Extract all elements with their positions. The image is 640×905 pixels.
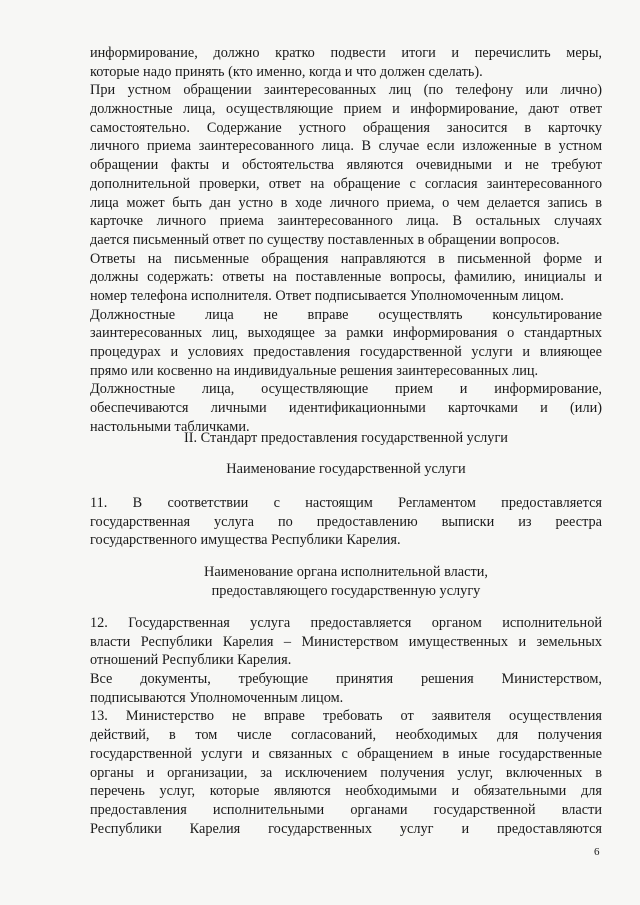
text-line: Республики Карелия государственных услуг и предоставляются (90, 820, 602, 837)
text-line: должностные лица, осуществляющие прием и информирование, дают ответ (90, 101, 602, 118)
text-line: процедурах и условиях предоставления государственной услуги и влияющее (90, 344, 602, 360)
text-block-top (90, 44, 602, 436)
text-line: заинтересованных лиц, выходящее за рамки информирования о стандартных (90, 325, 602, 342)
text-line: При устном обращении заинтересованных лиц (по телефону или лично) (90, 82, 602, 99)
subtitle-authority-line-1: Наименование органа исполнительной власти, (204, 564, 488, 580)
text-line: отношений Республики Карелия. (90, 652, 292, 669)
text-line: обращении факты и обстоятельства являются очевидными и не требуют (90, 157, 602, 174)
text-line: номер телефона исполнителя. Ответ подписывается Уполномоченным лицом. (90, 287, 564, 304)
text-line: самостоятельно. Содержание устного обращения заносится в карточку (90, 119, 602, 136)
text-line: 11. В соответствии с настоящим Регламентом предоставляется (90, 495, 602, 511)
subtitle-authority-line-2: предоставляющего государственную услугу (211, 583, 481, 599)
text-line: подписываются Уполномоченным лицом. (90, 689, 344, 706)
section-title: II. Стандарт предоставления государственной услуги (184, 430, 508, 446)
text-line: личного приема заинтересованного лица. В случае если изложенные в устном (90, 138, 602, 155)
text-line: перечень услуг, которые являются необходимыми и обязательными для (90, 783, 602, 800)
text-line: действий, в том числе согласований, необходимых для получения (90, 727, 602, 744)
text-block-paragraph-11 (90, 494, 602, 550)
subtitle-service-name: Наименование государственной услуги (226, 461, 466, 477)
text-line: Должностные лица, осуществляющие прием и информирование, (90, 381, 602, 398)
text-line: должны содержать: ответы на поставленные вопросы, фамилию, инициалы и (90, 269, 602, 286)
page-number: 6 (594, 846, 600, 858)
text-line: Все документы, требующие принятия решения Министерством, (90, 671, 602, 688)
text-line: государственного имущества Республики Карелия. (90, 532, 401, 549)
text-line: государственной услуги и связанных с обращением в иные государственные (90, 745, 602, 762)
text-line: карточке личного приема заинтересованного лица. В остальных случаях (90, 213, 602, 230)
text-line: Ответы на письменные обращения направляются в письменной форме и (90, 250, 602, 267)
text-line: дается письменный ответ по существу поставленных в обращении вопросов. (90, 231, 560, 248)
text-line: прямо или косвенно на индивидуальные решения заинтересованных лиц. (90, 362, 539, 379)
text-line: 12. Государственная услуга предоставляется органом исполнительной (90, 615, 602, 631)
text-line: информирование, должно кратко подвести итоги и перечислить меры, (90, 45, 602, 61)
text-line: предоставления исполнительными органами государственной власти (90, 801, 602, 818)
text-line: дополнительной проверки, ответ на обращение с согласия заинтересованного (90, 175, 602, 192)
text-line: обеспечиваются личными идентификационными карточками и (или) (90, 400, 602, 417)
text-line: лица может быть дан устно в ходе личного приема, о чем делается запись в (90, 194, 602, 211)
text-line: власти Республики Карелия – Министерством имущественных и земельных (90, 633, 602, 650)
text-line: 13. Министерство не вправе требовать от заявителя осуществления (90, 708, 602, 725)
text-block-paragraphs-12-13 (90, 614, 602, 838)
text-line: органы и организации, за исключением получения услуг, включенных в (90, 764, 602, 781)
text-line: государственная услуга по предоставлению выписки из реестра (90, 513, 602, 530)
text-line: Должностные лица не вправе осуществлять консультирование (90, 306, 602, 323)
text-line: настольными табличками. (90, 418, 250, 435)
text-line: которые надо принять (кто именно, когда и что должен сделать). (90, 63, 483, 80)
